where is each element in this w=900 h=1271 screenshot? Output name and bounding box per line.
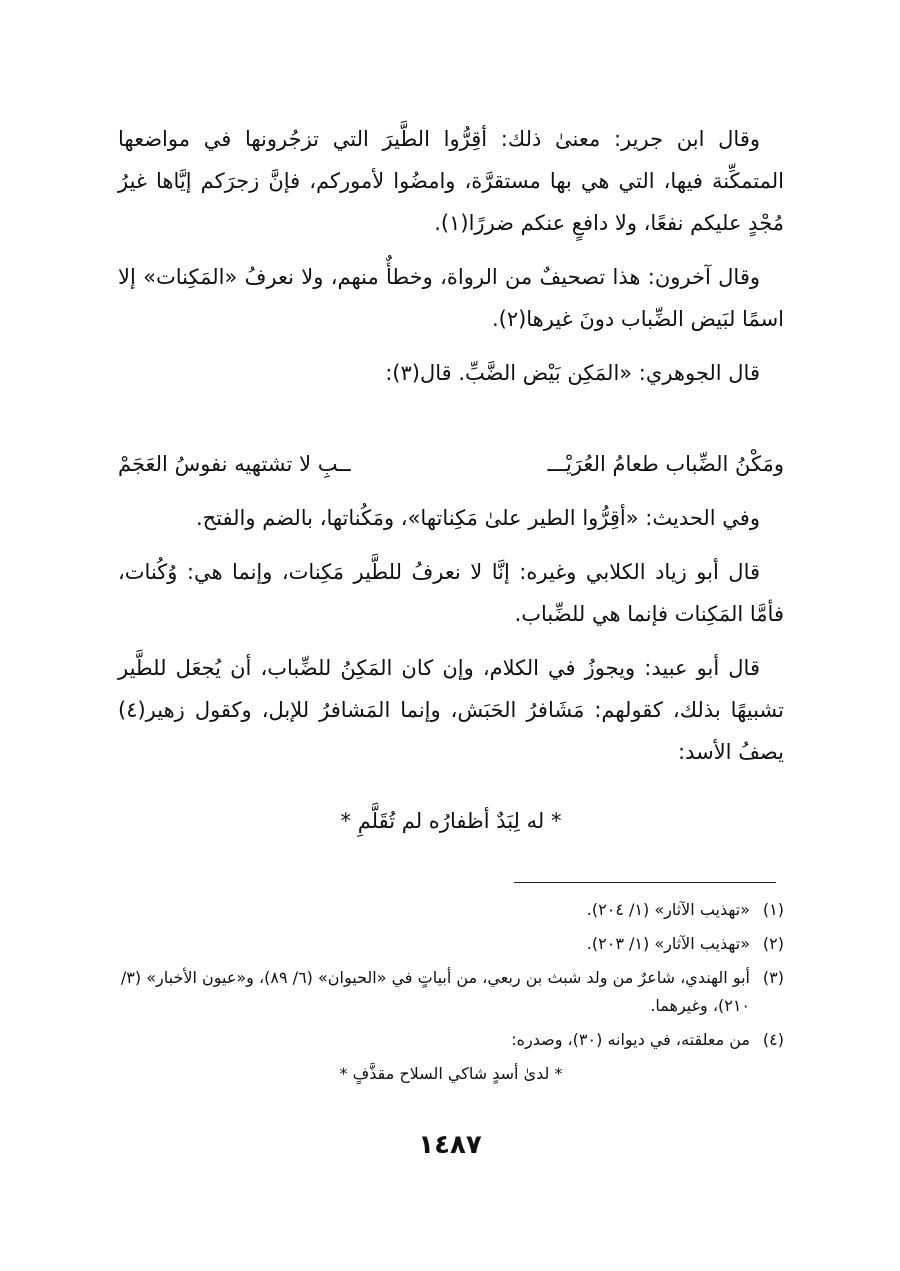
footnote-text: «تهذيب الآثار» (١/ ٢٠٤). xyxy=(586,900,750,919)
footnote-number: (٤) xyxy=(762,1030,784,1049)
paragraph: قال أبو عبيد: ويجوزُ في الكلام، وإن كان المَكِنُ للضِّباب، أن يُجعَل للطَّير تشبيهًا بذلك، كقولهم: مَشَافرُ الحَبَش، وإنما المَشافرُ للإبل، وكقول زهير(٤) يصفُ الأسد: xyxy=(118,656,784,764)
paragraph: قال أبو زياد الكلابي وغيره: إنَّا لا نعرفُ للطَّير مَكِنات، وإنما هي: وُكُنات، فأمَّا المَكِنات فإنما هي للضِّباب. xyxy=(118,560,784,626)
footnote xyxy=(118,930,784,958)
verse-second-hemistich: ــبِ لا تشتهيه نفوسُ العَجَمْ xyxy=(118,452,351,476)
footnote-number: (٣) xyxy=(762,968,784,987)
footnotes xyxy=(118,896,784,1088)
main-text xyxy=(118,118,784,406)
footnote xyxy=(118,1026,784,1054)
paragraph: وفي الحديث: «أقِرُّوا الطير علىٰ مَكِناتها»، ومَكُناتها، بالضم والفتح. xyxy=(195,506,760,530)
footnote-separator xyxy=(514,882,776,883)
footnote xyxy=(118,896,784,924)
footnote-number: (١) xyxy=(762,900,784,919)
footnote-text: «تهذيب الآثار» (١/ ٢٠٣). xyxy=(586,934,750,953)
page-number: ١٤٨٧ xyxy=(418,1130,482,1160)
footnote-verse: * لدىٰ أسدٍ شاكي السلاح مقذَّفٍ * xyxy=(339,1064,563,1083)
verse-first-hemistich: ومَكْنُ الضِّباب طعامُ العُرَيْـــ xyxy=(547,452,784,476)
footnote-text: أبو الهندي، شاعرٌ من ولد شبث بن ربعي، من أبياتٍ في «الحيوان» (٦/ ٨٩)، و«عيون الأخبار» (٣/ ٢١٠)، وغيرهما. xyxy=(120,968,750,1015)
main-text-continued xyxy=(118,497,784,785)
footnote-number: (٢) xyxy=(762,934,784,953)
paragraph: وقال آخرون: هذا تصحيفٌ من الرواة، وخطأٌ منهم، ولا نعرفُ «المَكِنات» إلا اسمًا لبَيض الضِّباب دونَ غيرها(٢). xyxy=(118,265,784,331)
footnote xyxy=(118,964,784,1020)
paragraph: وقال ابن جرير: معنىٰ ذلك: أقِرُّوا الطَّيرَ التي تزجُرونها في مواضعها المتمكِّنة فيها، التي هي بها مستقرَّة، وامضُوا لأموركم، فإنَّ زجرَكم إيَّاها غيرُ مُجْدٍ عليكم نفعًا، ولا دافعٍ عنكم ضررًا(١). xyxy=(118,127,784,235)
paragraph: قال الجوهري: «المَكِن بَيْض الضَّبِّ. قال(٣): xyxy=(385,361,760,385)
footnote-text: من معلقته، في ديوانه (٣٠)، وصدره: xyxy=(511,1030,750,1049)
quoted-verse: * له لِبَدٌ أظفارُه لم تُقَلَّمِ * xyxy=(340,809,562,833)
